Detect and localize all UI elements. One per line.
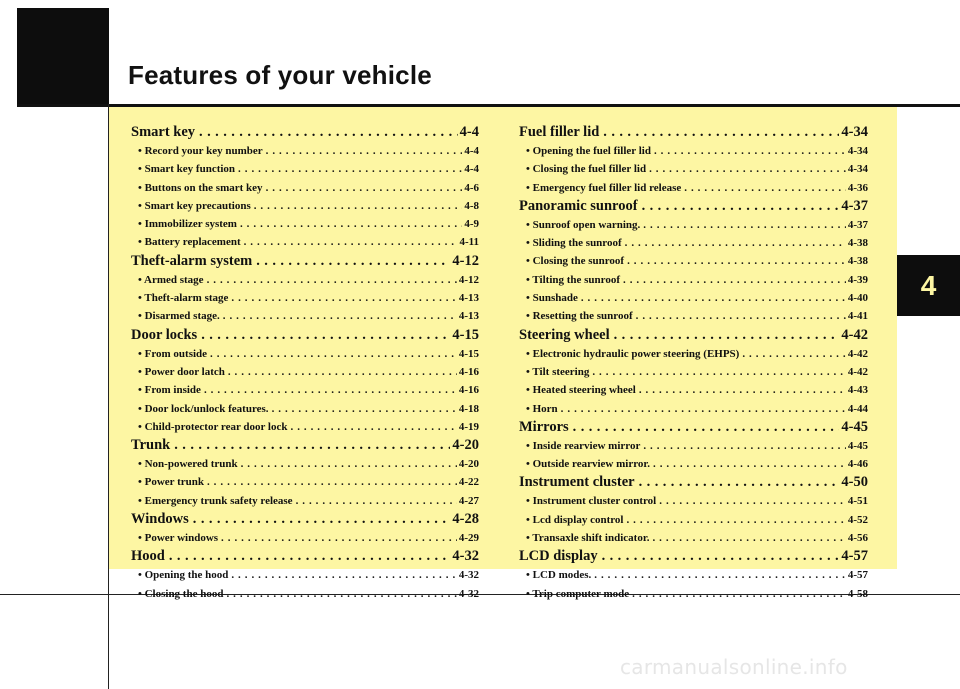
toc-item-link[interactable] bbox=[131, 197, 479, 215]
toc-label: • Disarmed stage. bbox=[138, 310, 220, 323]
toc-page-number: 4-27 bbox=[458, 494, 479, 507]
toc-dot-leader bbox=[201, 326, 450, 345]
toc-label: • Tilting the sunroof bbox=[526, 273, 621, 286]
toc-section-link[interactable] bbox=[131, 252, 479, 271]
toc-item-link[interactable] bbox=[519, 511, 868, 529]
toc-dot-leader bbox=[643, 437, 845, 455]
toc-column-left bbox=[131, 123, 479, 603]
toc-item-link[interactable] bbox=[519, 252, 868, 270]
toc-dot-leader bbox=[231, 289, 456, 307]
toc-page-number: 4-36 bbox=[847, 181, 868, 194]
toc-page-number: 4-20 bbox=[452, 437, 479, 454]
toc-page-number: 4-4 bbox=[464, 145, 479, 157]
toc-item-link[interactable] bbox=[519, 381, 868, 399]
toc-item-link[interactable] bbox=[131, 307, 479, 325]
toc-label: • Closing the sunroof bbox=[526, 255, 625, 268]
toc-item-link[interactable] bbox=[131, 400, 479, 418]
corner-black-tab bbox=[17, 8, 109, 106]
toc-page-number: 4-34 bbox=[847, 145, 868, 157]
toc-dot-leader bbox=[241, 455, 457, 473]
toc-section-link[interactable] bbox=[131, 123, 479, 142]
toc-dot-leader bbox=[296, 492, 457, 510]
toc-page-number: 4-42 bbox=[847, 347, 868, 360]
toc-item-link[interactable] bbox=[131, 418, 479, 436]
toc-page-number: 4-15 bbox=[458, 347, 479, 360]
toc-dot-leader bbox=[742, 345, 845, 363]
toc-dot-leader bbox=[684, 179, 846, 197]
toc-label: • Sunshade bbox=[526, 292, 578, 305]
toc-page-number: 4-9 bbox=[464, 218, 479, 231]
toc-dot-leader bbox=[602, 547, 840, 566]
toc-page-number: 4-28 bbox=[452, 511, 479, 528]
toc-item-link[interactable] bbox=[131, 566, 479, 584]
toc-label: Windows bbox=[131, 511, 189, 528]
toc-page-number: 4-16 bbox=[458, 384, 479, 397]
toc-label: • Sunroof open warning. bbox=[526, 218, 641, 231]
toc-page-number: 4-51 bbox=[847, 495, 868, 508]
toc-page-number: 4-42 bbox=[841, 326, 868, 343]
toc-page-number: 4-40 bbox=[847, 292, 868, 305]
toc-dot-leader bbox=[623, 271, 846, 289]
toc-label: Theft-alarm system bbox=[131, 252, 253, 269]
toc-page-number: 4-43 bbox=[847, 384, 868, 397]
toc-section-link[interactable] bbox=[519, 473, 868, 492]
toc-label: Door locks bbox=[131, 326, 198, 343]
toc-page-number: 4-20 bbox=[458, 458, 479, 471]
toc-item-link[interactable] bbox=[519, 142, 868, 160]
toc-section-link[interactable] bbox=[519, 123, 868, 142]
toc-item-link[interactable] bbox=[519, 492, 868, 510]
toc-label: • Closing the fuel filler lid bbox=[526, 163, 647, 176]
toc-dot-leader bbox=[254, 197, 463, 215]
toc-label: • Inside rearview mirror bbox=[526, 439, 641, 452]
toc-dot-leader bbox=[272, 400, 457, 418]
toc-page-number: 4-46 bbox=[847, 458, 868, 471]
toc-label: • Smart key precautions bbox=[138, 199, 251, 212]
toc-item-link[interactable] bbox=[131, 345, 479, 363]
toc-page-number: 4-4 bbox=[464, 163, 479, 176]
toc-page-number: 4-37 bbox=[847, 218, 868, 231]
toc-label: Instrument cluster bbox=[519, 474, 635, 491]
toc-label: • Outside rearview mirror. bbox=[526, 458, 651, 471]
toc-section-link[interactable] bbox=[131, 436, 479, 455]
toc-label: • LCD modes. bbox=[526, 569, 592, 582]
toc-page-number: 4-32 bbox=[458, 587, 479, 600]
toc-label: Trunk bbox=[131, 437, 171, 454]
toc-item-link[interactable] bbox=[519, 455, 868, 473]
toc-dot-leader bbox=[207, 271, 457, 289]
toc-section-link[interactable] bbox=[131, 326, 479, 345]
toc-dot-leader bbox=[649, 160, 846, 178]
toc-label: • Buttons on the smart key bbox=[138, 181, 263, 194]
toc-item-link[interactable] bbox=[519, 529, 868, 547]
toc-dot-leader bbox=[240, 215, 462, 233]
toc-item-link[interactable] bbox=[519, 585, 868, 603]
toc-label: Smart key bbox=[131, 124, 196, 140]
toc-item-link[interactable] bbox=[131, 289, 479, 307]
toc-page-number: 4-29 bbox=[458, 532, 479, 545]
toc-label: • Battery replacement bbox=[138, 236, 241, 249]
toc-dot-leader bbox=[639, 473, 840, 492]
toc-dot-leader bbox=[639, 381, 846, 399]
toc-page-number: 4-16 bbox=[458, 365, 479, 378]
toc-label: Fuel filler lid bbox=[519, 124, 600, 140]
page-title: Features of your vehicle bbox=[128, 60, 432, 90]
toc-label: • Theft-alarm stage bbox=[138, 292, 229, 305]
toc-dot-leader bbox=[627, 252, 846, 270]
toc-label: • From inside bbox=[138, 384, 201, 397]
toc-item-link[interactable] bbox=[131, 160, 479, 178]
toc-item-link[interactable] bbox=[519, 216, 868, 234]
toc-item-link[interactable] bbox=[131, 142, 479, 160]
toc-item-link[interactable] bbox=[131, 455, 479, 473]
toc-item-link[interactable] bbox=[131, 492, 479, 510]
toc-page-number: 4-57 bbox=[841, 548, 868, 565]
toc-page-number: 4-56 bbox=[847, 532, 868, 545]
toc-page-number: 4-11 bbox=[459, 236, 479, 249]
toc-label: Hood bbox=[131, 548, 165, 565]
toc-label: • Non-powered trunk bbox=[138, 458, 238, 471]
toc-dot-leader bbox=[223, 307, 457, 325]
toc-label: • Power door latch bbox=[138, 365, 225, 378]
toc-label: Panoramic sunroof bbox=[519, 197, 638, 214]
toc-item-link[interactable] bbox=[519, 179, 868, 197]
toc-dot-leader bbox=[659, 492, 846, 510]
toc-dot-leader bbox=[174, 436, 450, 455]
toc-page-number: 4-50 bbox=[841, 474, 868, 491]
toc-dot-leader bbox=[581, 289, 846, 307]
toc-dot-leader bbox=[221, 529, 457, 547]
toc-dot-leader bbox=[592, 363, 845, 381]
toc-page-number: 4-38 bbox=[847, 237, 868, 250]
toc-label: • Record your key number bbox=[138, 145, 263, 157]
toc-dot-leader bbox=[614, 326, 840, 345]
toc-dot-leader bbox=[642, 197, 840, 216]
toc-dot-leader bbox=[204, 381, 457, 399]
toc-item-link[interactable] bbox=[519, 363, 868, 381]
toc-dot-leader bbox=[231, 566, 456, 584]
toc-item-link[interactable] bbox=[131, 585, 479, 603]
toc-item-link[interactable] bbox=[519, 437, 868, 455]
toc-page-number: 4-39 bbox=[847, 273, 868, 286]
chapter-tab bbox=[897, 255, 960, 316]
toc-item-link[interactable] bbox=[519, 234, 868, 252]
toc-item-link[interactable] bbox=[519, 289, 868, 307]
toc-page-number: 4-52 bbox=[847, 513, 868, 526]
toc-page-number: 4-4 bbox=[459, 124, 479, 140]
toc-label: • Closing the hood bbox=[138, 587, 224, 600]
toc-label: • Smart key function bbox=[138, 163, 236, 176]
toc-dot-leader bbox=[573, 418, 840, 437]
toc-page-number: 4-12 bbox=[458, 273, 479, 286]
toc-page-number: 4-42 bbox=[847, 365, 868, 378]
toc-dot-leader bbox=[654, 142, 846, 160]
toc-dot-leader bbox=[228, 363, 457, 381]
toc-page-number: 4-22 bbox=[458, 476, 479, 489]
toc-item-link[interactable] bbox=[519, 566, 868, 584]
toc-dot-leader bbox=[625, 234, 846, 252]
toc-label: • From outside bbox=[138, 347, 208, 360]
toc-label: LCD display bbox=[519, 548, 598, 565]
toc-dot-leader bbox=[169, 547, 451, 566]
toc-label: • Immobilizer system bbox=[138, 218, 237, 231]
toc-dot-leader bbox=[603, 123, 839, 142]
toc-page-number: 4-45 bbox=[841, 418, 868, 435]
toc-label: • Horn bbox=[526, 402, 558, 415]
toc-label: • Emergency fuel filler lid release bbox=[526, 181, 682, 194]
toc-dot-leader bbox=[210, 345, 457, 363]
chapter-number: 4 bbox=[920, 269, 937, 301]
toc-label: Mirrors bbox=[519, 418, 569, 435]
toc-label: • Lcd display control bbox=[526, 513, 624, 526]
watermark: carmanualsonline.info bbox=[620, 655, 848, 679]
toc-dot-leader bbox=[244, 233, 458, 251]
toc-item-link[interactable] bbox=[519, 307, 868, 325]
toc-page-number: 4-18 bbox=[458, 402, 479, 415]
toc-label: • Power trunk bbox=[138, 476, 204, 489]
toc-dot-leader bbox=[594, 566, 846, 584]
toc-label: • Instrument cluster control bbox=[526, 495, 657, 508]
toc-page-number: 4-13 bbox=[458, 310, 479, 323]
toc-page-number: 4-57 bbox=[847, 569, 868, 582]
toc-dot-leader bbox=[632, 585, 846, 603]
toc-label: • Opening the hood bbox=[138, 569, 229, 582]
toc-page-number: 4-38 bbox=[847, 255, 868, 268]
toc-label: Steering wheel bbox=[519, 326, 610, 343]
toc-label: • Child-protector rear door lock bbox=[138, 420, 288, 433]
toc-page-number: 4-34 bbox=[847, 163, 868, 176]
toc-item-link[interactable] bbox=[131, 233, 479, 251]
toc-item-link[interactable] bbox=[131, 529, 479, 547]
toc-dot-leader bbox=[226, 585, 456, 603]
toc-section-link[interactable] bbox=[519, 547, 868, 566]
toc-dot-leader bbox=[653, 455, 846, 473]
toc-section-link[interactable] bbox=[131, 547, 479, 566]
toc-page-number: 4-37 bbox=[841, 197, 868, 214]
toc-item-link[interactable] bbox=[519, 400, 868, 418]
toc-section-link[interactable] bbox=[519, 418, 868, 437]
toc-page-number: 4-13 bbox=[458, 292, 479, 305]
toc-dot-leader bbox=[643, 216, 846, 234]
toc-dot-leader bbox=[207, 473, 457, 491]
toc-section-link[interactable] bbox=[519, 326, 868, 345]
toc-label: • Emergency trunk safety release bbox=[138, 494, 293, 507]
toc-dot-leader bbox=[626, 511, 845, 529]
toc-dot-leader bbox=[256, 252, 450, 271]
toc-item-link[interactable] bbox=[131, 381, 479, 399]
toc-page-number: 4-34 bbox=[841, 124, 868, 140]
toc-label: • Armed stage bbox=[138, 273, 204, 286]
toc-item-link[interactable] bbox=[131, 271, 479, 289]
toc-label: • Power windows bbox=[138, 532, 219, 545]
toc-dot-leader bbox=[199, 123, 458, 142]
toc-section-link[interactable] bbox=[131, 510, 479, 529]
toc-dot-leader bbox=[266, 142, 463, 160]
toc-page-number: 4-44 bbox=[847, 402, 868, 415]
toc-label: • Tilt steering bbox=[526, 365, 590, 378]
toc-label: • Transaxle shift indicator. bbox=[526, 532, 650, 545]
toc-page-number: 4-32 bbox=[452, 548, 479, 565]
toc-section-link[interactable] bbox=[519, 197, 868, 216]
toc-column-right bbox=[519, 123, 868, 603]
toc-item-link[interactable] bbox=[519, 160, 868, 178]
toc-page-number: 4-41 bbox=[847, 310, 868, 323]
toc-dot-leader bbox=[266, 179, 463, 197]
toc-page-number: 4-45 bbox=[847, 439, 868, 452]
toc-page-number: 4-58 bbox=[847, 587, 868, 600]
toc-label: • Trip computer mode bbox=[526, 587, 630, 600]
toc-item-link[interactable] bbox=[519, 271, 868, 289]
toc-item-link[interactable] bbox=[131, 215, 479, 233]
toc-page-number: 4-6 bbox=[464, 181, 479, 194]
toc-page-number: 4-12 bbox=[452, 252, 479, 269]
toc-label: • Heated steering wheel bbox=[526, 384, 636, 397]
toc-dot-leader bbox=[652, 529, 845, 547]
toc-label: • Resetting the sunroof bbox=[526, 310, 633, 323]
toc-page-number: 4-19 bbox=[458, 420, 479, 433]
toc-dot-leader bbox=[636, 307, 846, 325]
toc-label: • Electronic hydraulic power steering (EHPS) bbox=[526, 347, 740, 360]
toc-page-number: 4-15 bbox=[452, 326, 479, 343]
toc-item-link[interactable] bbox=[131, 363, 479, 381]
toc-dot-leader bbox=[193, 510, 451, 529]
toc-item-link[interactable] bbox=[519, 345, 868, 363]
toc-label: • Door lock/unlock features. bbox=[138, 402, 269, 415]
toc-item-link[interactable] bbox=[131, 473, 479, 491]
toc-dot-leader bbox=[238, 160, 462, 178]
toc-page-number: 4-8 bbox=[464, 199, 479, 212]
toc-dot-leader bbox=[291, 418, 457, 436]
toc-label: • Opening the fuel filler lid bbox=[526, 145, 651, 157]
toc-item-link[interactable] bbox=[131, 179, 479, 197]
toc-dot-leader bbox=[561, 400, 846, 418]
toc-page-number: 4-32 bbox=[458, 569, 479, 582]
toc-label: • Sliding the sunroof bbox=[526, 237, 622, 250]
